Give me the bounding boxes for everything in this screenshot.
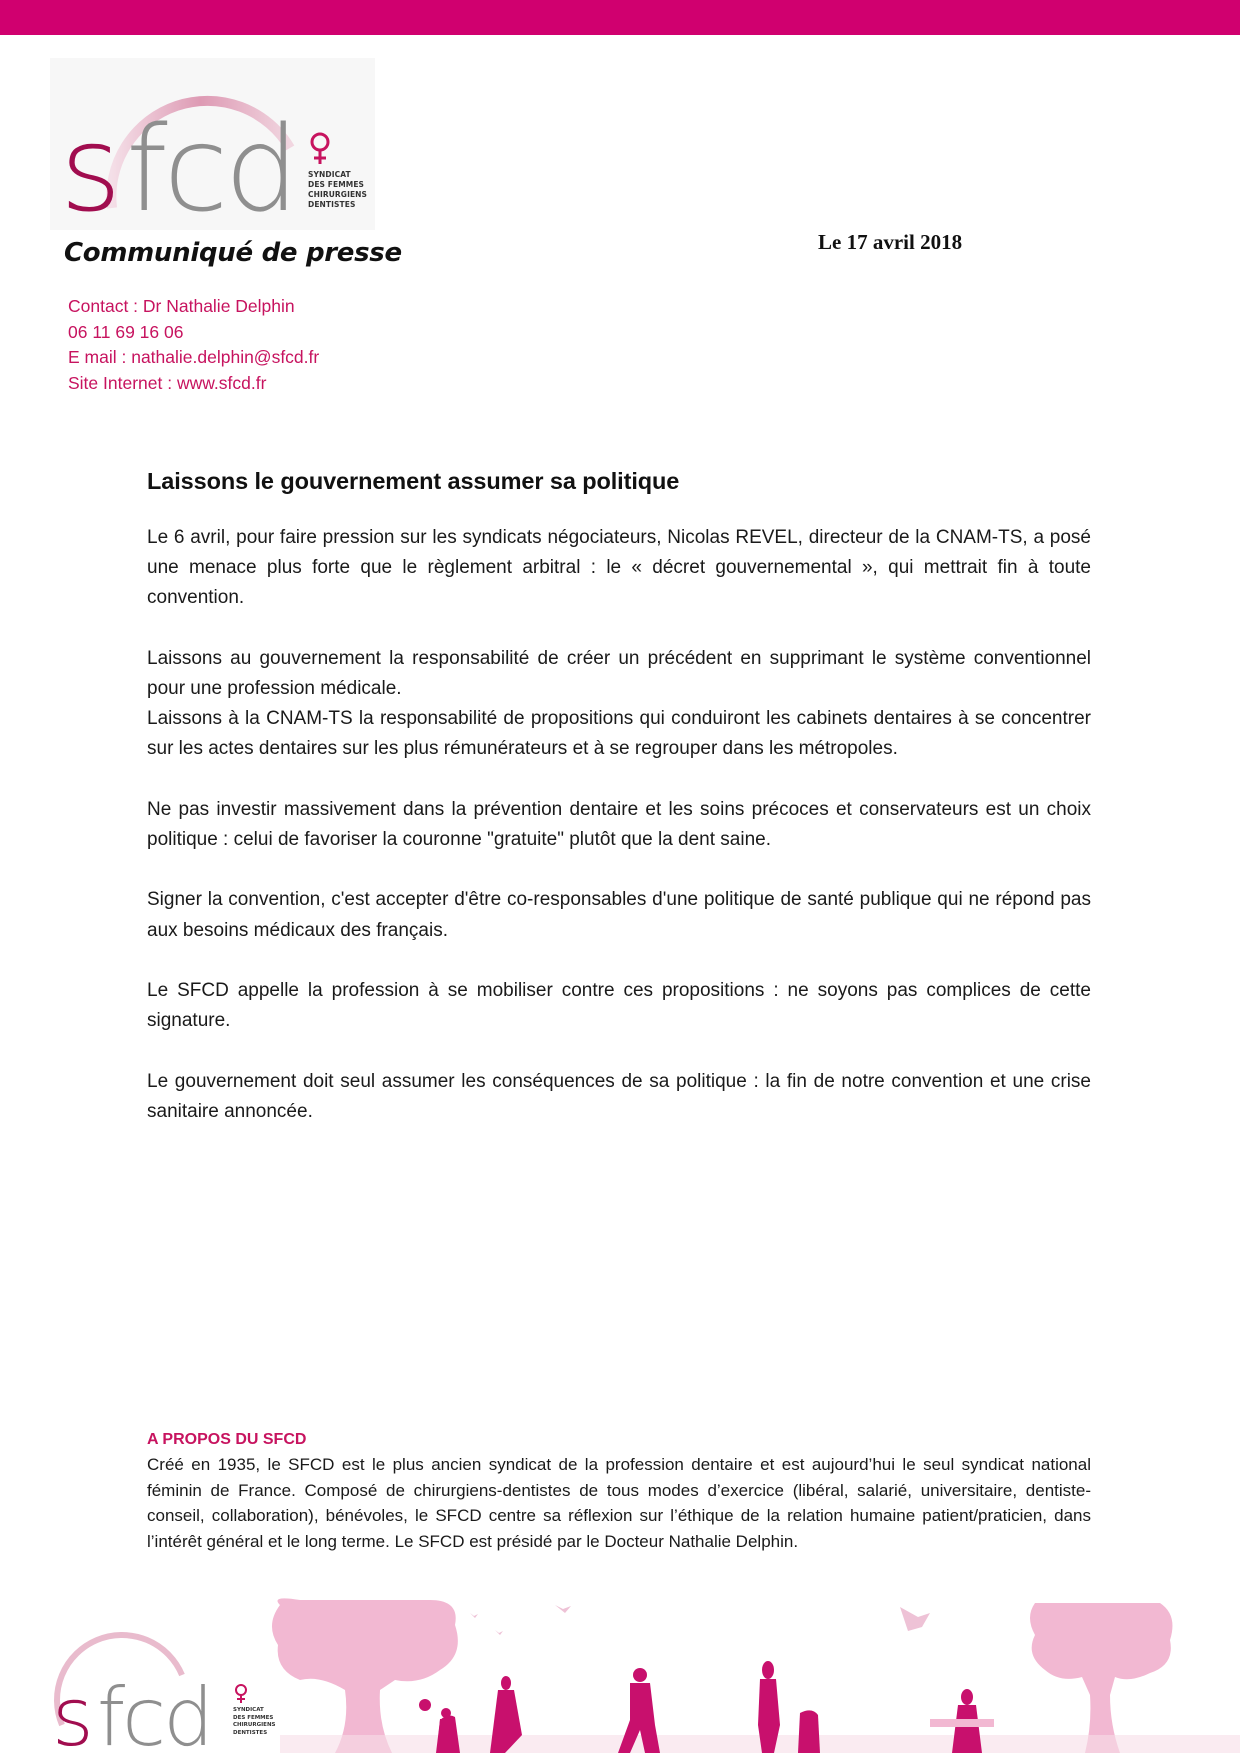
contact-block [68, 294, 319, 396]
about-section [147, 1428, 1091, 1554]
svg-text:s: s [52, 1671, 94, 1753]
article-paragraph: Laissons au gouvernement la responsabilité de créer un précédent en supprimant le système conventionnel pour une profession médicale. [147, 647, 1091, 699]
contact-name: Contact : Dr Nathalie Delphin [68, 296, 295, 316]
svg-text:fcd: fcd [97, 1671, 211, 1753]
tree-icon [1030, 1603, 1172, 1753]
logo-subtitle: SYNDICAT DES FEMMES CHIRURGIENS DENTISTES [308, 170, 368, 209]
female-symbol-icon [312, 134, 328, 164]
svg-text:fcd: fcd [126, 100, 296, 230]
article-headline: Laissons le gouvernement assumer sa politique [147, 468, 680, 494]
document-date: Le 17 avril 2018 [818, 230, 963, 254]
about-body: Créé en 1935, le SFCD est le plus ancien syndicat de la profession dentaire et est aujourd’hui le seul syndicat national féminin de France. Composé de chirurgiens-dentistes de tous modes d’exercice (libéral, salarié, universitaire, dentiste-conseil, collaboration), bénévoles, le SFCD centre sa réflexion sur l’éthique de la relation humaine patient/praticien, dans l’intérêt général et le long terme. Le SFCD est présidé par le Docteur Nathalie Delphin. [147, 1455, 1091, 1551]
article-paragraph: Le gouvernement doit seul assumer les conséquences de sa politique : la fin de notre convention et une crise sanitaire annoncée. [147, 1070, 1091, 1122]
footer-logo-subtitle: SYNDICAT DES FEMMES CHIRURGIENS DENTISTES [233, 1707, 276, 1736]
about-title: A PROPOS DU SFCD [147, 1431, 307, 1448]
article [147, 468, 1091, 1157]
bird-icon [470, 1605, 930, 1635]
footer-illustration [0, 1595, 1240, 1753]
contact-website[interactable]: Site Internet : www.sfcd.fr [68, 372, 267, 393]
footer-banner [0, 1595, 1240, 1753]
contact-email[interactable]: E mail : nathalie.delphin@sfcd.fr [68, 347, 320, 367]
article-paragraph: Laissons à la CNAM-TS la responsabilité de propositions qui conduiront les cabinets dentaires à se concentrer sur les actes dentaires sur les plus rémunérateurs et à se regrouper dans les métropoles. [147, 708, 1091, 760]
tree-icon [272, 1598, 458, 1753]
top-brand-bar [0, 0, 1240, 35]
article-paragraph: Ne pas investir massivement dans la prévention dentaire et les soins précoces et conservateurs est un choix politique : celui de favoriser la couronne "gratuite" plutôt que la dent saine. [147, 798, 1091, 850]
contact-phone[interactable]: 06 11 69 16 06 [68, 321, 184, 342]
article-paragraph: Signer la convention, c'est accepter d'être co-responsables d'une politique de santé publique qui ne répond pas aux besoins médicaux des français. [147, 889, 1091, 941]
article-paragraph: Le 6 avril, pour faire pression sur les syndicats négociateurs, Nicolas REVEL, directeur de la CNAM-TS, a posé une menace plus forte que le règlement arbitral : le « décret gouvernemental », qui mettrait fin à toute convention. [147, 527, 1091, 609]
bench-icon [930, 1719, 994, 1727]
sfcd-logo [50, 58, 375, 230]
article-paragraph: Le SFCD appelle la profession à se mobiliser contre ces propositions : ne soyons pas complices de cette signature. [147, 979, 1091, 1032]
document-type: Communiqué de presse [64, 238, 402, 268]
female-symbol-icon [236, 1685, 246, 1703]
svg-text:s: s [60, 100, 122, 230]
